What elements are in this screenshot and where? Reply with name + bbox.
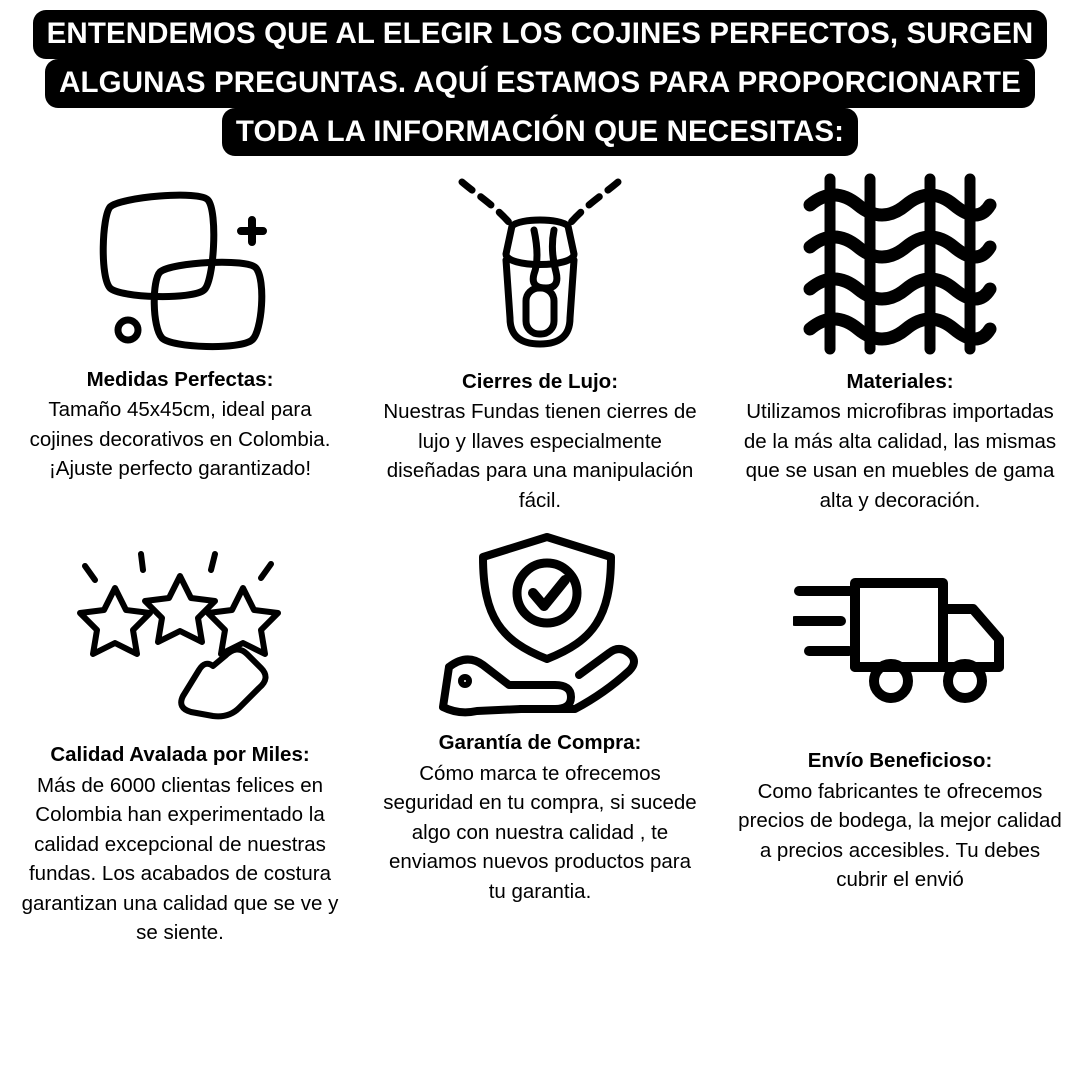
- header-banner: [0, 0, 1080, 162]
- feature-card-envio: [720, 519, 1080, 947]
- card-text: Cómo marca te ofrecemos seguridad en tu compra, si sucede algo con nuestra calidad , te enviamos nuevos productos para tu garantia.: [383, 761, 697, 903]
- card-title: Cierres de Lujo:: [461, 370, 619, 393]
- card-title: Garantía de Compra:: [438, 731, 642, 755]
- pillows-icon: [80, 168, 280, 366]
- card-text: Utilizamos microfibras importadas de la más alta calidad, las mismas que se usan en muebles de gama alta y decoración.: [743, 400, 1057, 512]
- header-line-1: ENTENDEMOS QUE AL ELEGIR LOS COJINES PERFECTOS, SURGEN: [33, 10, 1048, 59]
- card-text: Más de 6000 clientas felices en Colombia han experimentado la calidad excepcional de nuestras fundas. Los acabados de costura garantizan una calidad que se ve y se siente.: [21, 773, 339, 945]
- card-title: Envío Beneficioso:: [807, 749, 993, 773]
- features-grid: [0, 168, 1080, 948]
- card-text: Tamaño 45x45cm, ideal para cojines decorativos en Colombia. ¡Ajuste perfecto garantizado!: [29, 398, 331, 481]
- card-title: Materiales:: [846, 370, 954, 393]
- card-title: Medidas Perfectas:: [86, 368, 274, 391]
- stars-rating-icon: [75, 535, 285, 741]
- feature-card-cierres: [360, 168, 720, 515]
- header-line-2: ALGUNAS PREGUNTAS. AQUÍ ESTAMOS PARA PROPORCIONARTE: [45, 59, 1035, 108]
- header-line-3: TODA LA INFORMACIÓN QUE NECESITAS:: [222, 108, 858, 157]
- feature-card-calidad: [0, 519, 360, 947]
- woven-fabric-icon: [800, 168, 1000, 368]
- card-text: Nuestras Fundas tienen cierres de lujo y llaves especialmente diseñadas para una manipulación fácil.: [383, 400, 697, 512]
- delivery-truck-icon: [793, 541, 1008, 747]
- shield-check-hand-icon: [435, 523, 645, 729]
- card-text: Como fabricantes te ofrecemos precios de bodega, la mejor calidad a precios accesibles. Tu debes cubrir el envió: [738, 779, 1062, 892]
- feature-card-garantia: [360, 519, 720, 947]
- feature-card-materiales: [720, 168, 1080, 515]
- zipper-icon: [450, 168, 630, 368]
- feature-card-medidas: [0, 168, 360, 515]
- card-title: Calidad Avalada por Miles:: [50, 743, 310, 767]
